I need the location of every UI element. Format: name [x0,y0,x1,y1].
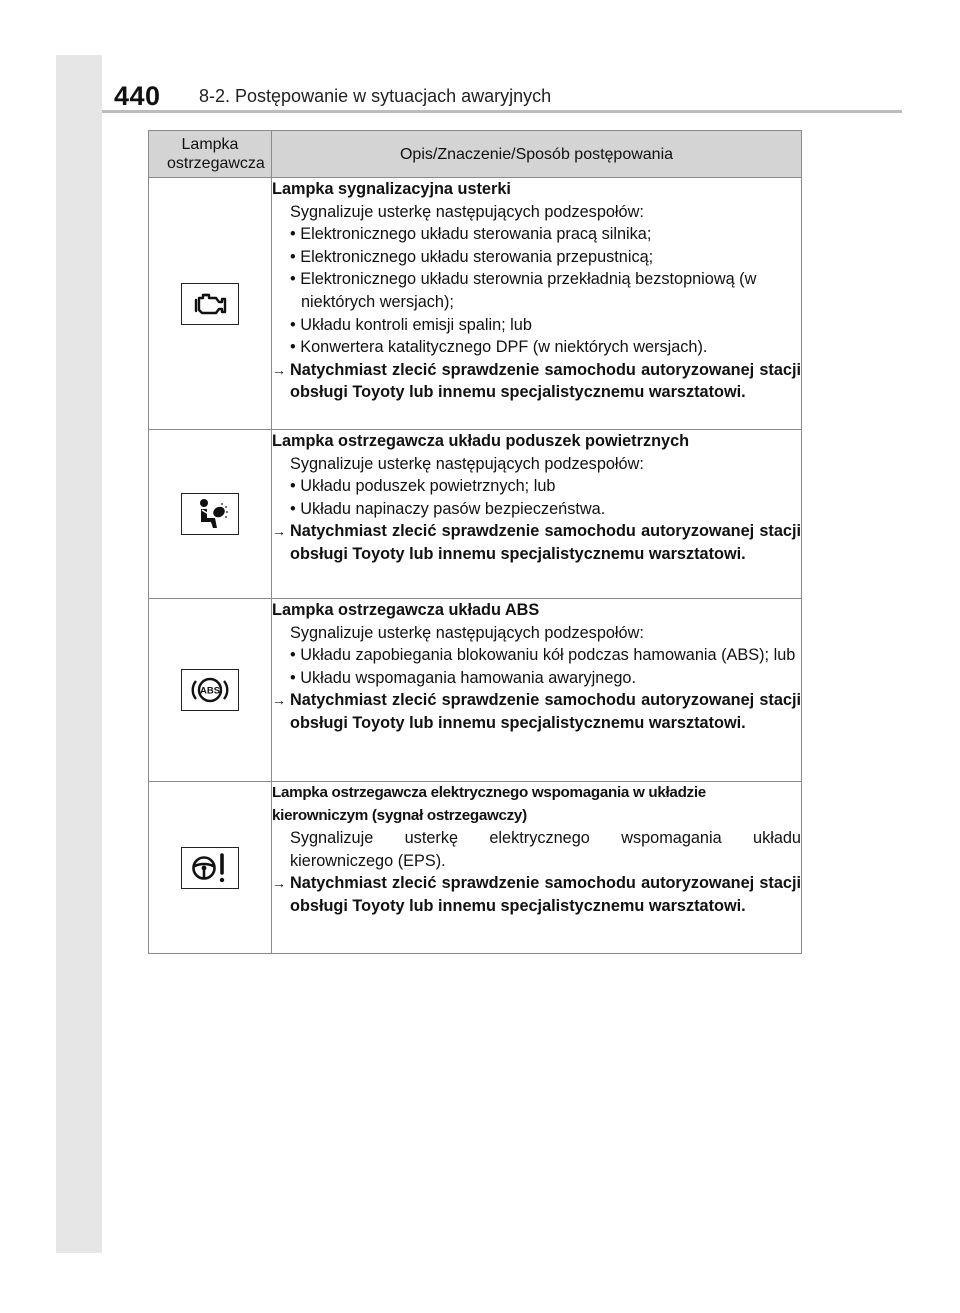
warning-lamps-table [148,130,802,954]
lamp-intro: Sygnalizuje usterkę następujących podzespołów: [290,454,644,473]
lamp-icon-cell [149,599,272,782]
page-side-strip [56,55,102,1253]
lamp-description-cell [272,599,802,782]
list-item: • Układu zapobiegania blokowaniu kół podczas hamowania (ABS); lub [290,646,796,665]
lamp-action: → Natychmiast zlecić sprawdzenie samochodu autoryzowanej stacji obsługi Toyoty lub innemu specjalistycznemu warsztatowi. [272,522,801,563]
lamp-icon-cell [149,430,272,599]
list-item: • Układu poduszek powietrznych; lub [290,477,556,496]
lamp-title: Lampka sygnalizacyjna usterki [272,180,511,198]
page-header [102,55,902,113]
lamp-icon-cell [149,782,272,954]
list-item: • Układu napinaczy pasów bezpieczeństwa. [290,499,606,518]
section-title: 8-2. Postępowanie w sytuacjach awaryjnych [199,86,552,106]
airbag-icon [181,493,239,535]
check-engine-icon [181,283,239,325]
lamp-description-cell [272,782,802,954]
page-number: 440 [114,81,161,111]
column-header-description: Opis/Znaczenie/Sposób postępowania [272,131,802,178]
arrow-right-icon: → [272,523,286,540]
table-header-row [149,131,802,178]
table-row-eps-lamp [149,782,802,954]
abs-icon-label: ABS [199,685,221,697]
arrow-right-icon: → [272,361,286,378]
eps-steering-warning-icon [181,847,239,889]
lamp-action: → Natychmiast zlecić sprawdzenie samochodu autoryzowanej stacji obsługi Toyoty lub innemu specjalistycznemu warsztatowi. [272,360,801,402]
list-item: • Układu wspomagania hamowania awaryjnego. [290,668,637,687]
lamp-title: Lampka ostrzegawcza układu poduszek powietrznych [272,432,690,450]
column-header-lamp: Lampka ostrzegawcza [149,131,272,178]
lamp-action: → Natychmiast zlecić sprawdzenie samochodu autoryzowanej stacji obsługi Toyoty lub innemu specjalistycznemu warsztatowi. [272,874,801,915]
lamp-description-cell [272,430,802,599]
table-row-abs-lamp [149,599,802,782]
list-item: • Elektronicznego układu sterowania pracą silnika; [290,225,652,244]
arrow-right-icon: → [272,875,286,892]
list-item: • Konwertera katalitycznego DPF (w niektórych wersjach). [290,338,708,357]
table-row-malfunction-lamp [149,178,802,430]
lamp-title: Lampka ostrzegawcza układu ABS [272,601,540,619]
table-row-airbag-lamp [149,430,802,599]
lamp-icon-cell [149,178,272,430]
lamp-intro: Sygnalizuje usterkę następujących podzespołów: [290,202,644,221]
abs-icon [181,669,239,711]
lamp-description-cell [272,178,802,430]
lamp-action: → Natychmiast zlecić sprawdzenie samochodu autoryzowanej stacji obsługi Toyoty lub innemu specjalistycznemu warsztatowi. [272,691,801,732]
lamp-title: Lampka ostrzegawcza elektrycznego wspomagania w układzie kierowniczym (sygnał ostrzegawczy) [272,784,706,824]
list-item: • Elektronicznego układu sterowania przepustnicą; [290,247,654,266]
lamp-intro: Sygnalizuje usterkę następujących podzespołów: [290,623,644,642]
lamp-intro: Sygnalizuje usterkę elektrycznego wspomagania układu kierowniczego (EPS). [290,829,801,870]
list-item: • Układu kontroli emisji spalin; lub [290,315,532,334]
list-item: • Elektronicznego układu sterownia przekładnią bezstopniową (w niektórych wersjach); [290,270,757,311]
arrow-right-icon: → [272,692,286,709]
